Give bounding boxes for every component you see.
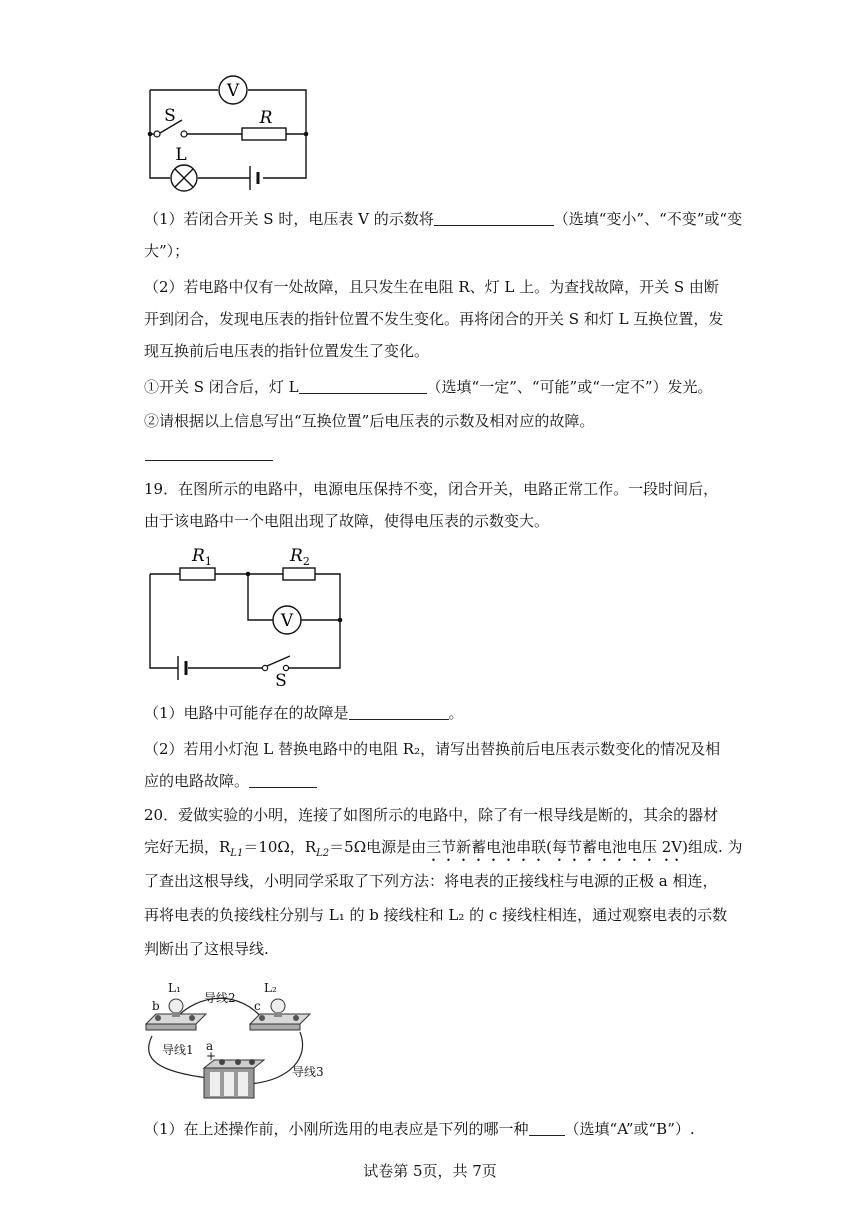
answer-blank[interactable] — [529, 1121, 565, 1136]
voltmeter-label: V — [226, 81, 240, 101]
resistor-label: R — [259, 108, 273, 128]
r1-label: $R_1$ — [192, 546, 212, 568]
wire3-label: 导线3 — [292, 1065, 324, 1079]
q20-line5: 判断出了这根导线. — [144, 940, 269, 958]
q18-part1-cont: 大”）； — [144, 242, 190, 260]
wire2-label: 导线2 — [204, 991, 236, 1005]
q20-line1: 20．爱做实验的小明，连接了如图所示的电路中，除了有一根导线是断的，其余的器材 — [144, 806, 719, 824]
q19-line2: 由于该电路中一个电阻出现了故障，使得电压表的示数变大。 — [144, 512, 550, 530]
q20-part1: （1）在上述操作前，小刚所选用的电表应是下列的哪一种 （选填“A”或“B”）. — [144, 1120, 695, 1138]
b-label: b — [152, 999, 160, 1013]
voltmeter-label: V — [280, 611, 294, 631]
wire1-label: 导线1 — [162, 1043, 194, 1057]
page-footer: 试卷第 5页，共 7页 — [363, 1162, 497, 1180]
r2-label: $R_2$ — [290, 546, 310, 568]
answer-line[interactable] — [145, 460, 273, 461]
answer-blank[interactable] — [249, 773, 317, 788]
q19-line1: 19．在图所示的电路中，电源电压保持不变，闭合开关，电路正常工作。一段时间后， — [144, 480, 719, 498]
circuit-figure-2 — [140, 540, 360, 690]
q18-part2-line2: 开到闭合，发现电压表的指针位置不发生变化。再将闭合的开关 S 和灯 L 互换位置，发 — [144, 310, 724, 328]
q18-part2-line1: （2）若电路中仅有一处故障，且只发生在电阻 R、灯 L 上。为查找故障，开关 S 由断 — [144, 278, 719, 296]
q20-line4: 再将电表的负接线柱分别与 L₁ 的 b 接线柱和 L₂ 的 c 接线柱相连，通过观察电表的示数 — [144, 906, 728, 924]
lamp-label: L — [175, 145, 187, 165]
c-label: c — [254, 999, 261, 1013]
q18-sub2: ②请根据以上信息写出“互换位置”后电压表的示数及相对应的故障。 — [144, 412, 595, 430]
answer-blank[interactable] — [299, 379, 427, 394]
q20-line3: 了查出这根导线，小明同学采取了下列方法：将电表的正接线柱与电源的正极 a 相连， — [144, 872, 718, 890]
a-label: a — [206, 1039, 214, 1053]
circuit-figure-1 — [140, 70, 320, 200]
plus-label: + — [206, 1049, 217, 1063]
q18-part1: （1）若闭合开关 S 时，电压表 V 的示数将 （选填“变小”、“不变”或“变 — [144, 210, 743, 228]
q19-part1: （1）电路中可能存在的故障是 。 — [144, 704, 464, 722]
q18-part2-line3: 现互换前后电压表的指针位置发生了变化。 — [144, 342, 430, 360]
q19-part2-line2: 应的电路故障。 — [144, 770, 317, 792]
l1-label: L₁ — [168, 981, 181, 995]
q18-sub1: ①开关 S 闭合后，灯 L （选填“一定”、“可能”或“一定不”）发光。 — [144, 378, 713, 396]
q19-part2-line1: （2）若用小灯泡 L 替换电路中的电阻 R₂，请写出替换前后电压表示数变化的情况及相 — [144, 740, 721, 758]
answer-blank[interactable] — [434, 211, 554, 226]
l2-label: L₂ — [264, 981, 277, 995]
switch-label: S — [275, 671, 287, 690]
q20-line2: 完好无损，$R_{L1}=10\Omega$，$R_{L2}=5\Omega$电源是由三节新蓄电池串联(每节蓄电池电压 2V)组成. 为 — [144, 838, 743, 859]
answer-blank[interactable] — [349, 705, 449, 720]
switch-label: S — [164, 106, 176, 126]
experiment-photo-figure — [140, 980, 350, 1102]
